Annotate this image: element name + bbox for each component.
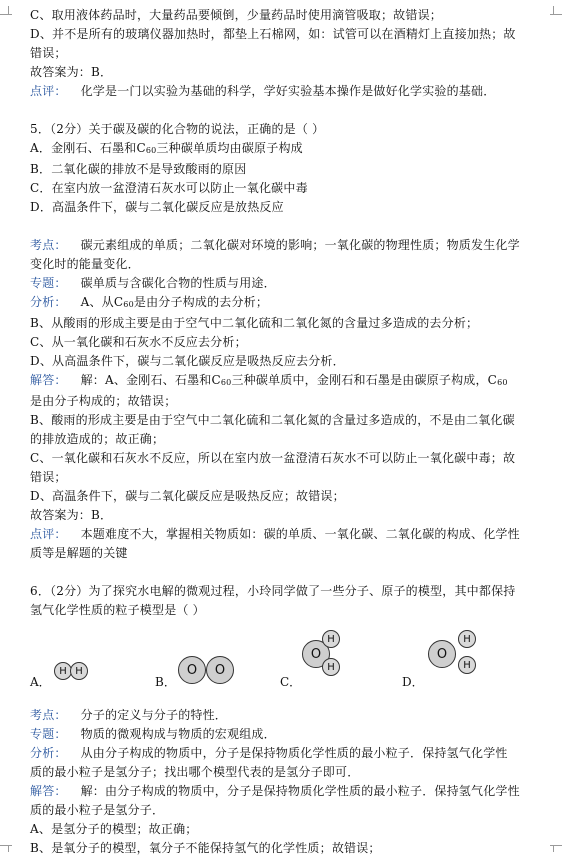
question-5-stem: 5．（2分）关于碳及碳的化合物的说法，正确的是（ ） [30, 122, 325, 136]
question-5-option-d: D．高温条件下，碳与二氧化碳反应是放热反应 [30, 200, 284, 214]
hydrogen-atom: H [322, 658, 340, 676]
hydrogen-atom: H [458, 656, 476, 674]
q5-dianping-cont: 质等是解题的关键 [30, 546, 128, 560]
q6-fenxi [30, 744, 535, 763]
text-line: 错误； [30, 46, 67, 60]
comment-label: 点评： [30, 84, 67, 98]
q5-jieda-5: C、一氧化碳和石灰水不反应，所以在室内放一盆澄清石灰水不可以防止一氧化碳中毒；故 [30, 451, 516, 465]
text-line: C、取用液体药品时，大量药品要倾倒，少量药品时使用滴管吸取；故错误； [30, 8, 442, 22]
molecule-options [30, 622, 535, 692]
comment-text: 化学是一门以实验为基础的科学，学好实验基本操作是做好化学实验的基础． [80, 84, 496, 98]
oxygen-atom: O [302, 640, 330, 668]
hydrogen-atom: H [70, 662, 88, 680]
question-5-option-c: C．在室内放一盆澄清石灰水可以防止一氧化碳中毒 [30, 181, 308, 195]
dianping-label: 点评： [30, 527, 67, 541]
option-c-label: C． [280, 675, 302, 689]
q5-kaodian [30, 236, 535, 255]
question-5-option-a: A．金刚石、石墨和$C_{60}$三种碳单质均由碳原子构成 [30, 141, 303, 155]
q5-jieda-6: 错误； [30, 470, 67, 484]
jieda-label: 解答： [30, 373, 67, 387]
oxygen-atom: O [206, 656, 234, 684]
option-d-label: D． [402, 675, 424, 689]
q5-fenxi-d: D、从高温条件下，碳与二氧化碳反应是吸热反应去分析． [30, 354, 345, 368]
q5-jieda-7: D、高温条件下，碳与二氧化碳反应是吸热反应；故错误； [30, 489, 345, 503]
q5-kaodian-cont: 变化时的能量变化． [30, 257, 140, 271]
q5-answer: 故答案为：B． [30, 508, 113, 522]
oxygen-atom: O [428, 640, 456, 668]
q6-jieda-3: A、是氢分子的模型；故正确； [30, 822, 198, 836]
crop-mark-top-right [541, 6, 554, 14]
fenxi-text: A、从$C_{60}$是由分子构成的去分析； [80, 295, 269, 309]
jieda-label: 解答： [30, 784, 67, 798]
q6-jieda-2: 质的最小粒子是氢分子． [30, 803, 165, 817]
zhuanti-text: 碳单质与含碳化合物的性质与用途． [80, 276, 276, 290]
kaodian-text: 碳元素组成的单质；二氧化碳对环境的影响；一氧化碳的物理性质；物质发生化学 [80, 238, 520, 252]
q6-zhuanti [30, 725, 535, 744]
text-line: D、并不是所有的玻璃仪器加热时，都垫上石棉网，如：试管可以在酒精灯上直接加热；故 [30, 27, 516, 41]
fenxi-text: 从由分子构成的物质中，分子是保持物质化学性质的最小粒子．保持氢气化学性 [80, 746, 508, 760]
q6-fenxi-cont: 质的最小粒子是氢分子；找出哪个模型代表的是氢分子即可． [30, 765, 360, 779]
q5-dianping [30, 525, 535, 544]
answer-line: 故答案为：B． [30, 65, 113, 79]
zhuanti-text: 物质的微观构成与物质的宏观组成． [80, 727, 276, 741]
fenxi-label: 分析： [30, 746, 67, 760]
q5-fenxi-b: B、从酸雨的形成主要是由于空气中二氧化硫和二氧化氮的含量过多造成的去分析； [30, 316, 479, 330]
crop-mark-bottom-left [8, 846, 21, 852]
document-page [30, 6, 535, 858]
q5-fenxi [30, 293, 535, 314]
dianping-text: 本题难度不大，掌握相关物质如：碳的单质、一氧化碳、二氧化碳的构成、化学性 [80, 527, 520, 541]
option-a-label: A． [30, 675, 51, 689]
q5-jieda-3: B、酸雨的形成主要是由于空气中二氧化硫和二氧化氮的含量过多造成的，不是由二氧化碳 [30, 413, 515, 427]
question-6-stem-cont: 氢气化学性质的粒子模型是（ ） [30, 603, 205, 617]
crop-mark-bottom-left-h [0, 845, 12, 846]
comment-line [30, 82, 535, 101]
oxygen-atom: O [178, 656, 206, 684]
hydrogen-atom: H [458, 630, 476, 648]
q5-jieda [30, 371, 535, 392]
jieda-text: 解：A、金刚石、石墨和$C_{60}$三种碳单质中，金刚石和石墨是由碳原子构成，$C_{60}$ [80, 373, 508, 387]
crop-mark-top-left-h [0, 14, 12, 15]
option-b-label: B． [155, 675, 176, 689]
kaodian-text: 分子的定义与分子的特性． [80, 708, 228, 722]
jieda-text: 解：由分子构成的物质中，分子是保持物质化学性质的最小粒子．保持氢气化学性 [80, 784, 520, 798]
crop-mark-bottom-right-h [550, 845, 562, 846]
q5-jieda-2: 是由分子构成的；故错误； [30, 394, 177, 408]
crop-mark-top-right-h [550, 14, 562, 15]
q5-fenxi-c: C、从一氧化碳和石灰水不反应去分析； [30, 335, 247, 349]
kaodian-label: 考点： [30, 238, 67, 252]
crop-mark-top-left [8, 6, 21, 14]
hydrogen-atom: H [54, 662, 72, 680]
q5-zhuanti [30, 274, 535, 293]
hydrogen-atom: H [322, 630, 340, 648]
crop-mark-bottom-right [541, 846, 554, 852]
fenxi-label: 分析： [30, 295, 67, 309]
zhuanti-label: 专题： [30, 276, 67, 290]
q5-jieda-4: 的排放造成的；故正确； [30, 432, 165, 446]
kaodian-label: 考点： [30, 708, 67, 722]
q6-jieda-4: B、是氧分子的模型，氧分子不能保持氢气的化学性质；故错误； [30, 841, 381, 855]
q6-jieda [30, 782, 535, 801]
question-5-option-b: B．二氧化碳的排放不是导致酸雨的原因 [30, 162, 247, 176]
zhuanti-label: 专题： [30, 727, 67, 741]
question-6-stem: 6．（2分）为了探究水电解的微观过程，小玲同学做了一些分子、原子的模型，其中都保持 [30, 584, 516, 598]
q6-kaodian [30, 706, 535, 725]
